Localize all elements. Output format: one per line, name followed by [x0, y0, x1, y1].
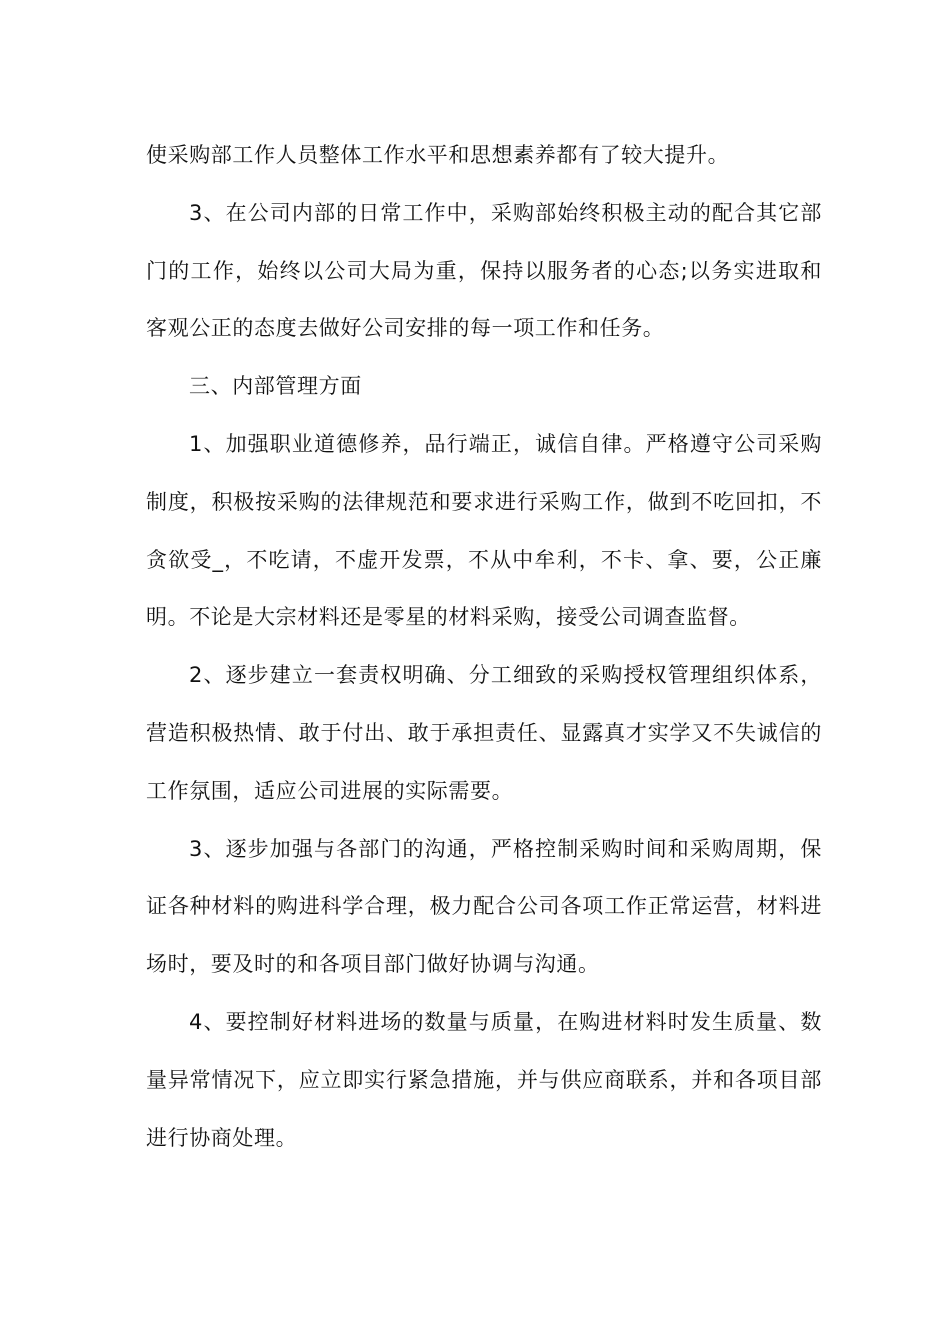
section-heading-internal-management: 三、内部管理方面: [189, 374, 362, 399]
paragraph-item-3-cooperation: 3、在公司内部的日常工作中，采购部始终积极主动的配合其它部门的工作，始终以公司大局为重，保持以服务者的心态;以务实进取和客观公正的态度去做好公司安排的每一项工作和任务。: [146, 200, 822, 341]
paragraph-item-4-quality-control: 4、要控制好材料进场的数量与质量，在购进材料时发生质量、数量异常情况下，应立即实行紧急措施，并与供应商联系，并和各项目部进行协商处理。: [146, 1009, 822, 1150]
paragraph-item-2-authorization-system: 2、逐步建立一套责权明确、分工细致的采购授权管理组织体系，营造积极热情、敢于付出、敢于承担责任、显露真才实学又不失诚信的工作氛围，适应公司进展的实际需要。: [146, 663, 822, 803]
paragraph-item-3-communication: 3、逐步加强与各部门的沟通，严格控制采购时间和采购周期，保证各种材料的购进科学合理，极力配合公司各项工作正常运营，材料进场时，要及时的和各项目部门做好协调与沟通。: [146, 836, 822, 977]
paragraph-continuation: 使采购部工作人员整体工作水平和思想素养都有了较大提升。: [146, 143, 730, 167]
paragraph-item-1-ethics: 1、加强职业道德修养，品行端正，诚信自律。严格遵守公司采购制度，积极按采购的法律规范和要求进行采购工作，做到不吃回扣，不贪欲受_，不吃请，不虚开发票，不从中牟利，不卡、拿、要，公正廉明。不论是大宗材料还是零星的材料采购，接受公司调查监督。: [146, 431, 822, 630]
document-body: [146, 127, 822, 1167]
